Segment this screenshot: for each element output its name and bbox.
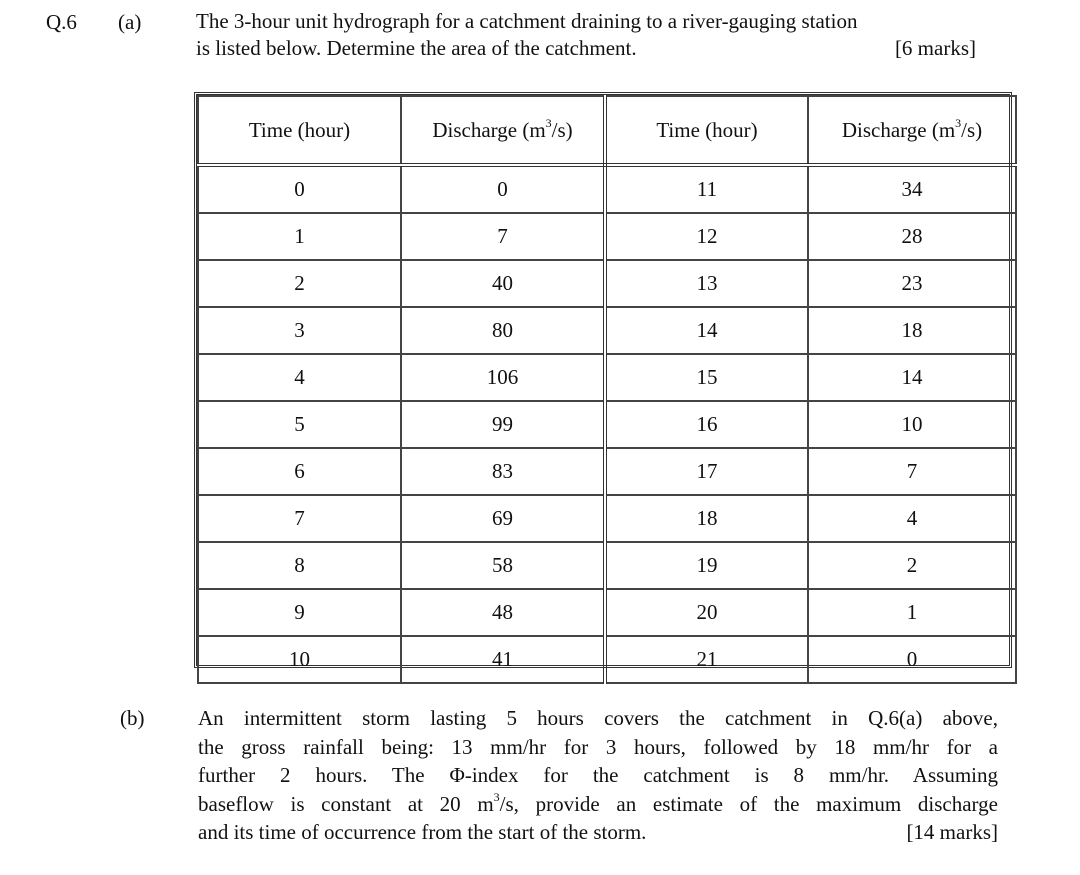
cell-discharge: 69 <box>401 495 605 542</box>
cell-discharge: 0 <box>808 636 1016 683</box>
cell-time: 20 <box>605 589 808 636</box>
cell-discharge: 2 <box>808 542 1016 589</box>
cell-discharge: 41 <box>401 636 605 683</box>
part-b-line-4-suffix: /s, provide an estimate of the maximum discharge <box>499 791 998 816</box>
cell-time: 1 <box>198 213 401 260</box>
cell-time: 5 <box>198 401 401 448</box>
cell-discharge: 23 <box>808 260 1016 307</box>
cell-discharge: 1 <box>808 589 1016 636</box>
cell-time: 17 <box>605 448 808 495</box>
table-row <box>198 636 1016 683</box>
part-b-marks: [14 marks] <box>906 820 998 844</box>
table-row <box>198 213 1016 260</box>
part-a-marks: [6 marks] <box>894 36 976 60</box>
part-a-text <box>196 8 976 62</box>
part-b-line-4 <box>198 790 998 819</box>
table-row <box>198 354 1016 401</box>
cell-time: 2 <box>198 260 401 307</box>
cell-discharge: 0 <box>401 165 605 213</box>
table-row <box>198 307 1016 354</box>
unit-hydrograph-table <box>194 92 1012 671</box>
cell-time: 19 <box>605 542 808 589</box>
header-time-1: Time (hour) <box>198 96 401 165</box>
cell-time: 14 <box>605 307 808 354</box>
table-row <box>198 401 1016 448</box>
cell-discharge: 106 <box>401 354 605 401</box>
cell-discharge: 58 <box>401 542 605 589</box>
table-row <box>198 448 1016 495</box>
part-a-line-1: The 3-hour unit hydrograph for a catchment draining to a river-gauging station <box>196 9 858 33</box>
question-number: Q.6 <box>46 10 77 34</box>
part-b-label: (b) <box>120 706 145 730</box>
cell-time: 7 <box>198 495 401 542</box>
discharge-suffix: /s) <box>551 117 573 142</box>
cell-discharge: 99 <box>401 401 605 448</box>
discharge-prefix: Discharge (m <box>841 117 956 142</box>
discharge-sup: 3 <box>955 115 962 130</box>
part-b-line-4-sup: 3 <box>493 789 500 804</box>
header-time-2: Time (hour) <box>605 96 808 165</box>
cell-time: 21 <box>605 636 808 683</box>
header-discharge-1 <box>401 96 605 165</box>
part-b-line-1: An intermittent storm lasting 5 hours covers the catchment in Q.6(a) above, <box>198 706 998 730</box>
discharge-suffix: /s) <box>961 117 983 142</box>
cell-discharge: 18 <box>808 307 1016 354</box>
cell-time: 4 <box>198 354 401 401</box>
cell-time: 8 <box>198 542 401 589</box>
cell-time: 13 <box>605 260 808 307</box>
part-b-line-3: further 2 hours. The Φ-index for the catchment is 8 mm/hr. Assuming <box>198 763 998 787</box>
cell-discharge: 4 <box>808 495 1016 542</box>
cell-time: 9 <box>198 589 401 636</box>
cell-discharge: 7 <box>401 213 605 260</box>
cell-time: 6 <box>198 448 401 495</box>
part-b-text <box>198 704 998 847</box>
cell-discharge: 14 <box>808 354 1016 401</box>
cell-discharge: 34 <box>808 165 1016 213</box>
discharge-prefix: Discharge (m <box>432 117 546 142</box>
part-b-line-4-prefix: baseflow is constant at 20 m <box>198 791 494 816</box>
discharge-sup: 3 <box>545 115 552 130</box>
table-header-row <box>198 96 1016 165</box>
cell-discharge: 83 <box>401 448 605 495</box>
cell-time: 12 <box>605 213 808 260</box>
cell-time: 16 <box>605 401 808 448</box>
cell-time: 10 <box>198 636 401 683</box>
cell-discharge: 10 <box>808 401 1016 448</box>
part-b-line-5-text: and its time of occurrence from the start of the storm. <box>198 820 647 844</box>
cell-discharge: 7 <box>808 448 1016 495</box>
table-row <box>198 542 1016 589</box>
part-a-line-2-text: is listed below. Determine the area of the catchment. <box>196 36 637 60</box>
cell-time: 0 <box>198 165 401 213</box>
cell-discharge: 48 <box>401 589 605 636</box>
cell-time: 3 <box>198 307 401 354</box>
table-row <box>198 260 1016 307</box>
part-a-label: (a) <box>118 10 142 34</box>
cell-time: 11 <box>605 165 808 213</box>
table-row <box>198 589 1016 636</box>
cell-time: 15 <box>605 354 808 401</box>
cell-discharge: 28 <box>808 213 1016 260</box>
part-b-line-5 <box>198 818 998 847</box>
cell-time: 18 <box>605 495 808 542</box>
cell-discharge: 80 <box>401 307 605 354</box>
table-row <box>198 165 1016 213</box>
part-a-line-2 <box>196 35 976 62</box>
part-b-line-2: the gross rainfall being: 13 mm/hr for 3 hours, followed by 18 mm/hr for a <box>198 734 998 759</box>
cell-discharge: 40 <box>401 260 605 307</box>
table-row <box>198 495 1016 542</box>
header-discharge-2 <box>808 96 1016 165</box>
